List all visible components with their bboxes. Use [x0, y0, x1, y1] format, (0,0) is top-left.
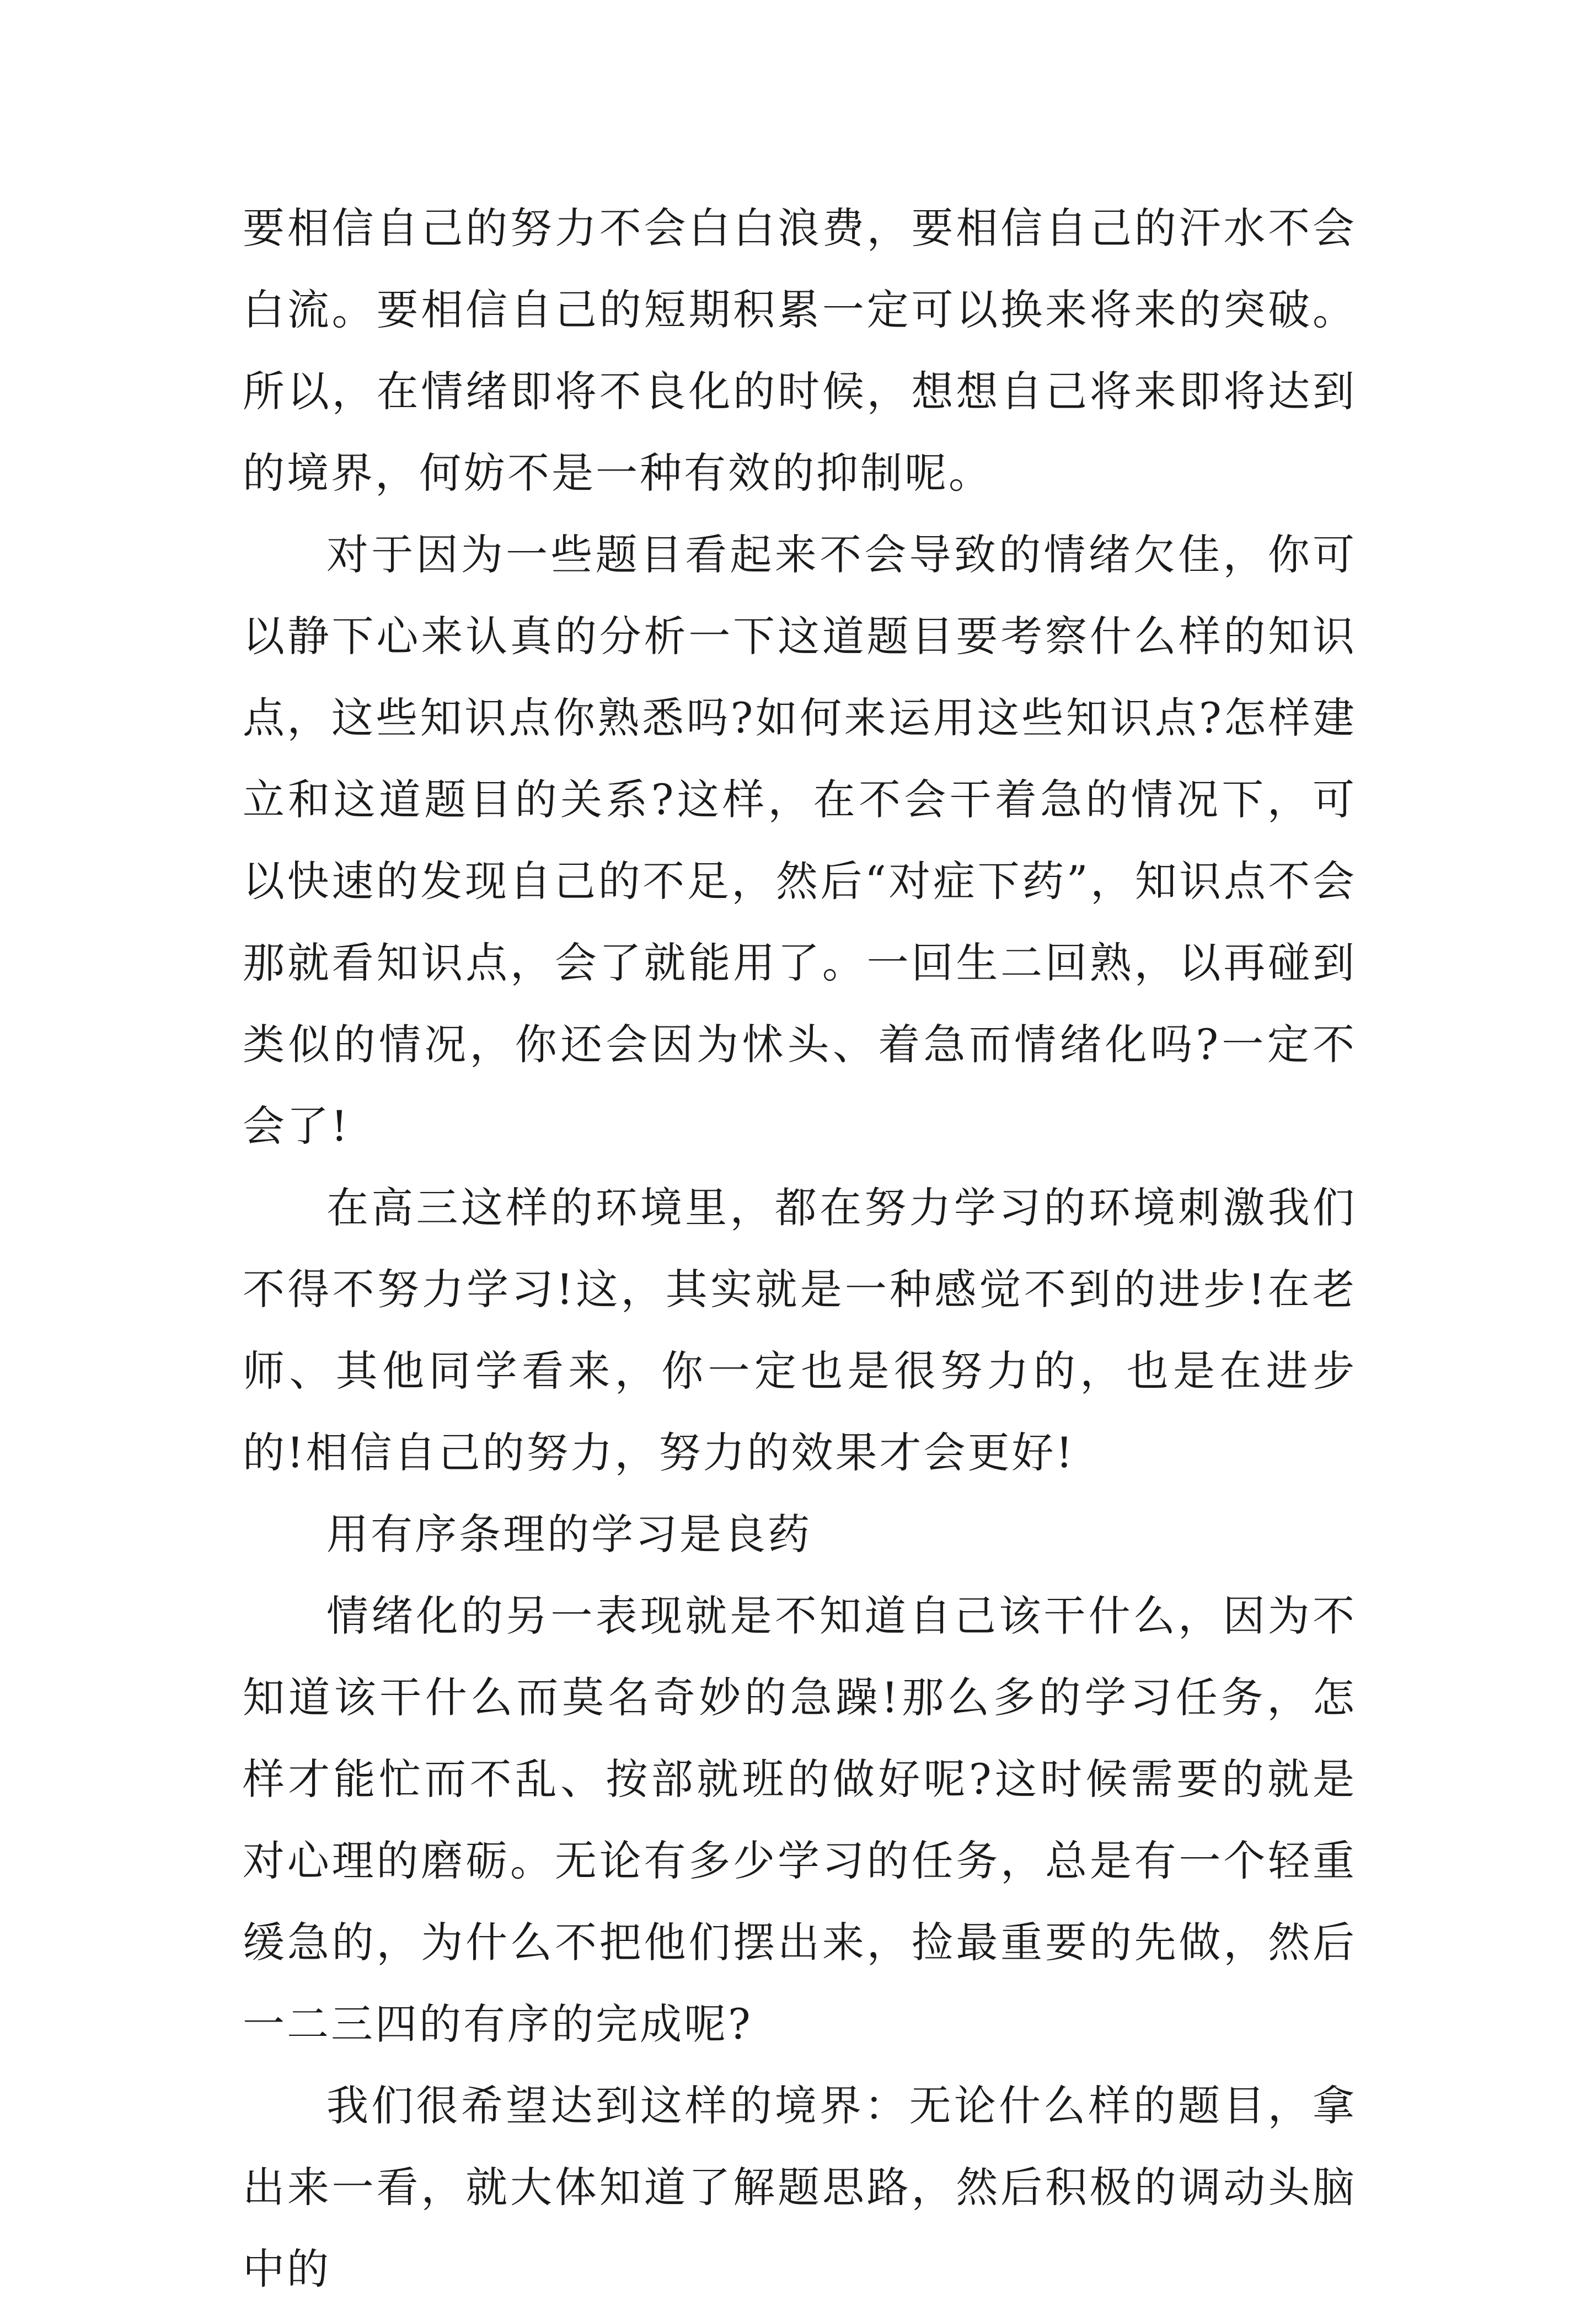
document-body [243, 188, 1357, 2310]
paragraph-2: 对于因为一些题目看起来不会导致的情绪欠佳，你可以静下心来认真的分析一下这道题目要考察什么样的知识点，这些知识点你熟悉吗?如何来运用这些知识点?怎样建立和这道题目的关系?这样，在不会干着急的情况下，可以快速的发现自己的不足，然后“对症下药”，知识点不会那就看知识点，会了就能用了。一回生二回熟，以再碰到类似的情况，你还会因为怵头、着急而情绪化吗?一定不会了! [243, 530, 1357, 1151]
paragraph-3: 在高三这样的环境里，都在努力学习的环境刺激我们不得不努力学习!这，其实就是一种感觉不到的进步!在老师、其他同学看来，你一定也是很努力的，也是在进步的!相信自己的努力，努力的效果才会更好! [243, 1183, 1357, 1477]
paragraph-5: 我们很希望达到这样的境界：无论什么样的题目，拿出来一看，就大体知道了解题思路，然后积极的调动头脑中的 [243, 2081, 1357, 2293]
section-heading: 用有序条理的学习是良药 [326, 1510, 812, 1559]
paragraph-1: 要相信自己的努力不会白白浪费，要相信自己的汗水不会白流。要相信自己的短期积累一定可以换来将来的突破。所以，在情绪即将不良化的时候，想想自己将来即将达到的境界，何妨不是一种有效的抑制呢。 [243, 204, 1357, 498]
paragraph-4: 情绪化的另一表现就是不知道自己该干什么，因为不知道该干什么而莫名奇妙的急躁!那么多的学习任务，怎样才能忙而不乱、按部就班的做好呢?这时候需要的就是对心理的磨砺。无论有多少学习的任务，总是有一个轻重缓急的，为什么不把他们摆出来，捡最重要的先做，然后一二三四的有序的完成呢? [243, 1591, 1357, 2049]
